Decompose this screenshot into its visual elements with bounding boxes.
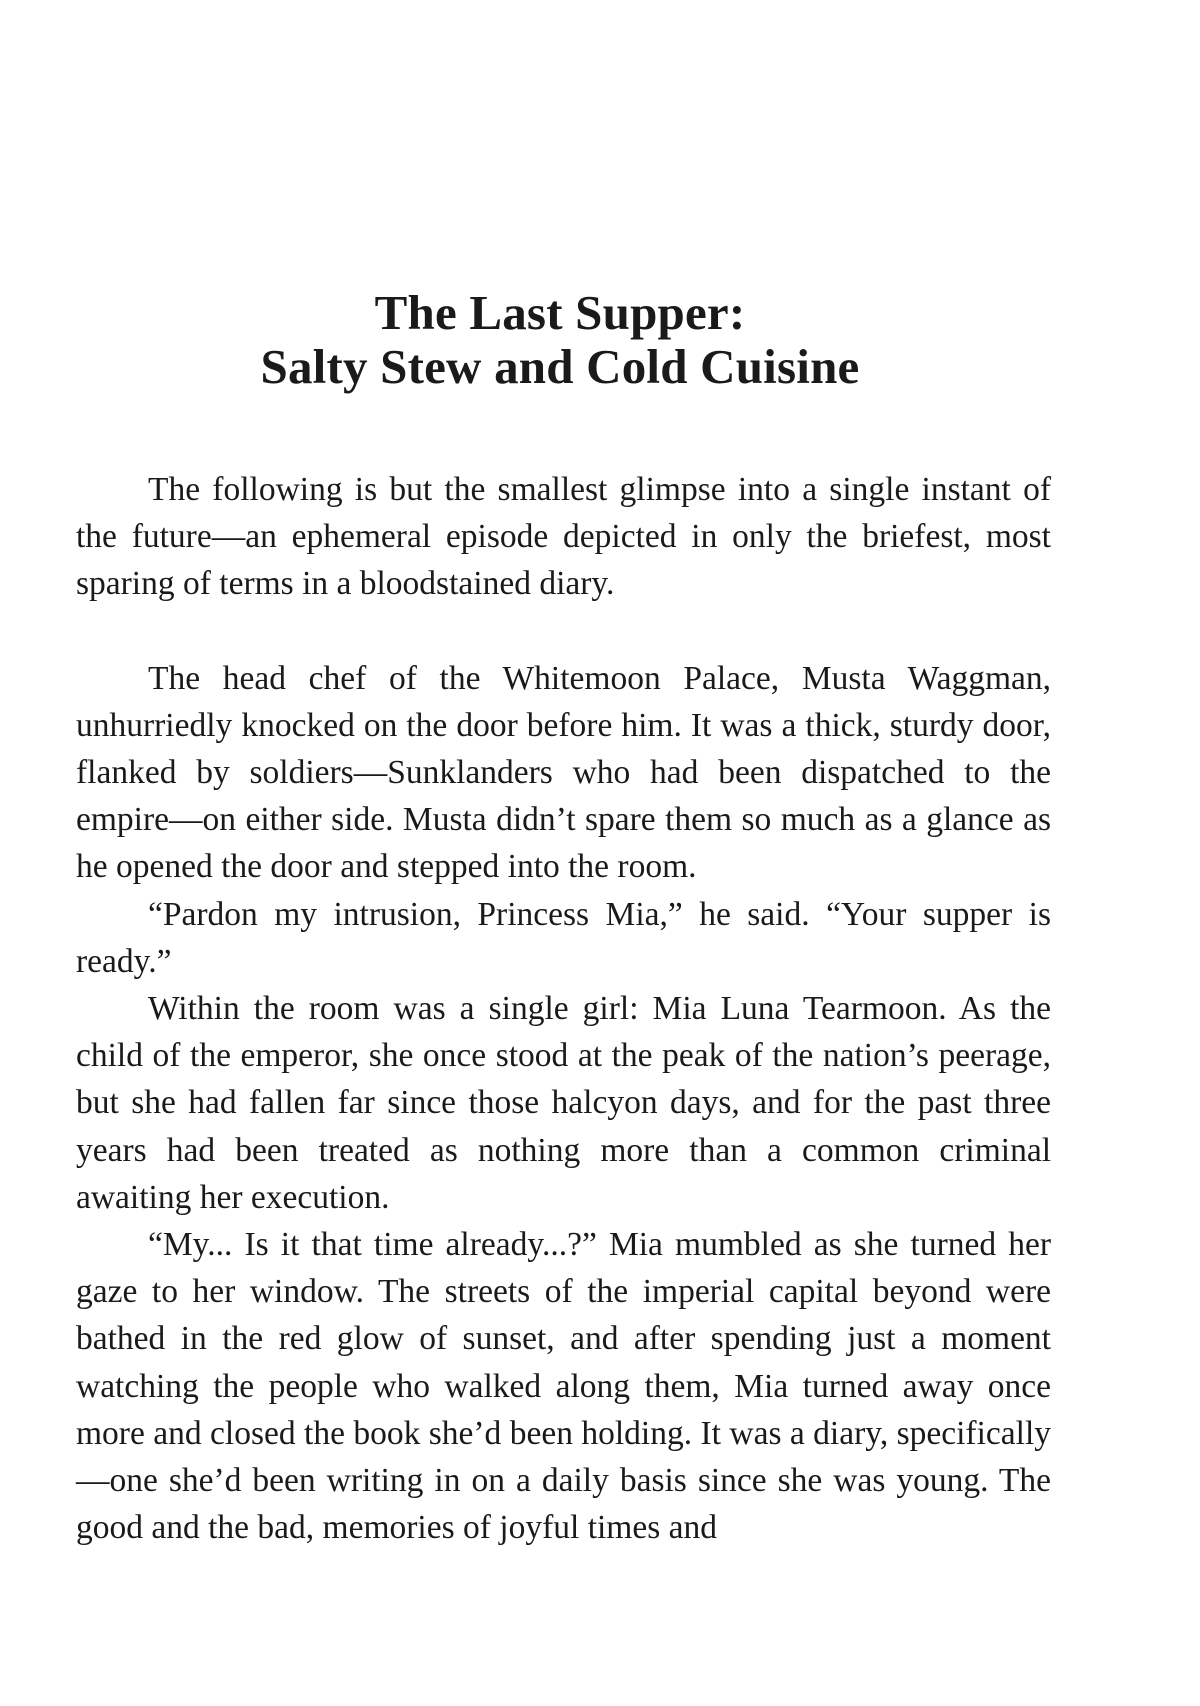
chapter-body [76, 466, 1051, 1551]
paragraph-intro: The following is but the smallest glimpse into a single instant of the future—an ephemeral episode depicted in only the briefest, most sparing of terms in a bloodstained diary. [76, 471, 1051, 603]
chapter-title-line-1: The Last Supper: [374, 285, 746, 340]
chapter-title-line-2: Salty Stew and Cold Cuisine [260, 339, 860, 394]
paragraph-mia-dialogue: “My... Is it that time already...?” Mia mumbled as she turned her gaze to her window. The streets of the imperial capital beyond were bathed in the red glow of sunset, and after spending just a moment watching the people who walked along them, Mia turned away once more and closed the book she’d been holding. It was a diary, specifically—one she’d been writing in on a daily basis since she was young. The good and the bad, memories of joyful times and [76, 1226, 1051, 1547]
paragraph-musta-dialogue: “Pardon my intrusion, Princess Mia,” he said. “Your supper is ready.” [76, 895, 1051, 980]
chapter-title [0, 286, 1120, 394]
paragraph-head-chef: The head chef of the Whitemoon Palace, Musta Waggman, unhurriedly knocked on the door before him. It was a thick, sturdy door, flanked by soldiers—Sunklanders who had been dispatched to the empire—on either side. Musta didn’t spare them so much as a glance as he opened the door and stepped into the room. [76, 659, 1051, 886]
paragraph-mia-description: Within the room was a single girl: Mia Luna Tearmoon. As the child of the emperor, she once stood at the peak of the nation’s peerage, but she had fallen far since those halcyon days, and for the past three years had been treated as nothing more than a common criminal awaiting her execution. [76, 990, 1051, 1216]
